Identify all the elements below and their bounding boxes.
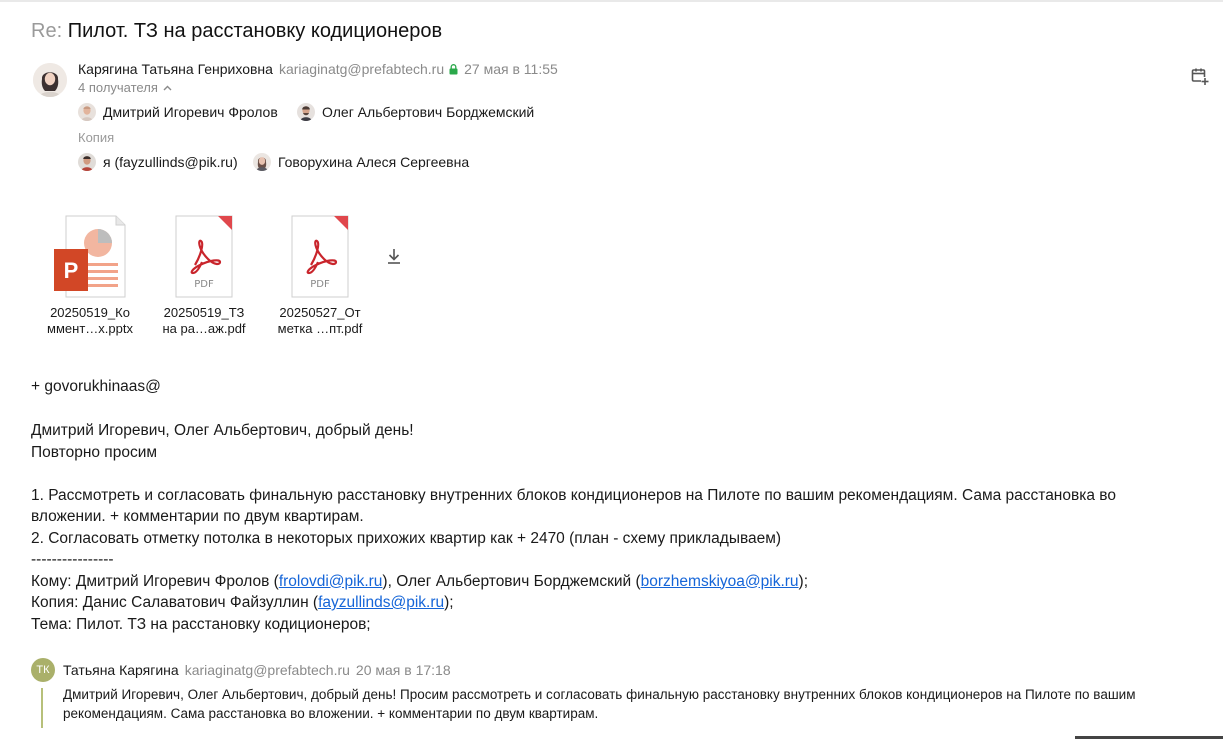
email-link-fayzullin[interactable]: fayzullinds@pik.ru bbox=[318, 594, 445, 611]
recipient-name: Говорухина Алеся Сергеевна bbox=[278, 154, 470, 170]
sent-date: 27 мая в 11:55 bbox=[464, 61, 558, 77]
sender-name[interactable]: Карягина Татьяна Генриховна bbox=[78, 61, 273, 77]
quote-sender-name[interactable]: Татьяна Карягина bbox=[63, 662, 179, 678]
quote-text: Дмитрий Игоревич, Олег Альбертович, добрый день! Просим рассмотреть и согласовать финальную расстановку внутренних блоков кондиционеров на Пилоте по вашим рекомендациям. Сама расстановка во вложении. + комментарии по двум квартирам. bbox=[63, 687, 1136, 721]
recipient-borzhemskiy[interactable] bbox=[297, 103, 534, 121]
chevron-up-icon bbox=[163, 79, 172, 95]
powerpoint-icon bbox=[54, 215, 126, 299]
top-divider bbox=[0, 0, 1223, 2]
recipient-name: Дмитрий Игоревич Фролов bbox=[103, 104, 278, 120]
download-all-icon[interactable] bbox=[385, 247, 403, 267]
quote-bar bbox=[41, 688, 43, 728]
subject-title: Пилот. ТЗ на расстановку кодиционеров bbox=[67, 20, 443, 42]
body-to-line: Кому: Дмитрий Игоревич Фролов (frolovdi@pik.ru), Олег Альбертович Борджемский (borzhemskiyoa@pik.ru); bbox=[31, 572, 809, 590]
pdf-icon bbox=[168, 215, 240, 299]
body-item2: 2. Согласовать отметку потолка в некоторых прихожих квартир как + 2470 (план - схему прикладываем) bbox=[31, 529, 782, 547]
attachment-pptx[interactable] bbox=[42, 215, 138, 337]
recipient-name: я (fayzullinds@pik.ru) bbox=[103, 154, 238, 170]
body-greeting: Дмитрий Игоревич, Олег Альбертович, добрый день! bbox=[31, 422, 414, 439]
recipient-name: Олег Альбертович Борджемский bbox=[322, 104, 535, 120]
attachment-filename: 20250527_От метка …пт.pdf bbox=[277, 305, 363, 336]
quote-header bbox=[63, 661, 451, 679]
add-to-calendar-icon[interactable] bbox=[1190, 66, 1210, 86]
pdf-icon bbox=[284, 215, 356, 299]
body-item1-line2: вложении. + комментарии по двум квартирам. bbox=[31, 508, 364, 525]
quote-avatar[interactable]: ТК bbox=[31, 658, 55, 682]
subject-prefix: Re: bbox=[31, 20, 63, 42]
body-repeat: Повторно просим bbox=[31, 443, 158, 461]
body-topic: Тема: Пилот. ТЗ на расстановку кодиционеров; bbox=[31, 615, 371, 633]
attachment-pdf-tz[interactable] bbox=[156, 215, 252, 337]
sender-avatar[interactable] bbox=[33, 63, 67, 97]
recipient-avatar bbox=[78, 103, 96, 121]
email-link-frolov[interactable]: frolovdi@pik.ru bbox=[278, 572, 383, 590]
sender-email[interactable]: kariaginatg@prefabtech.ru bbox=[278, 61, 445, 77]
lock-icon bbox=[449, 61, 458, 79]
quote-date: 20 мая в 17:18 bbox=[355, 662, 451, 678]
body-item1-line1: 1. Рассмотреть и согласовать финальную расстановку внутренних блоков кондиционеров на Пилоте по вашим рекомендациям. Сама расстановка во bbox=[31, 486, 1116, 504]
recipients-count: 4 получателя bbox=[78, 80, 158, 95]
attachment-filename: 20250519_ТЗ на ра…аж.pdf bbox=[162, 305, 246, 336]
recipients-toggle[interactable] bbox=[78, 79, 172, 96]
body-separator: ---------------- bbox=[31, 551, 114, 568]
recipient-avatar bbox=[78, 153, 96, 171]
copy-label: Копия bbox=[78, 130, 115, 145]
svg-text:PDF: PDF bbox=[310, 279, 330, 290]
recipient-avatar bbox=[253, 153, 271, 171]
recipient-avatar bbox=[297, 103, 315, 121]
body-cc-line: Копия: Данис Салаватович Файзуллин (fayzullinds@pik.ru); bbox=[31, 594, 454, 611]
message-subject bbox=[31, 19, 442, 43]
sender-line bbox=[78, 60, 558, 79]
email-link-borzhemskiy[interactable]: borzhemskiyoa@pik.ru bbox=[640, 572, 799, 590]
cc-govorukhina[interactable] bbox=[253, 153, 469, 171]
recipient-frolov[interactable] bbox=[78, 103, 278, 121]
attachment-pdf-otmetka[interactable] bbox=[272, 215, 368, 337]
attachment-filename: 20250519_Ко ммент…x.pptx bbox=[47, 305, 133, 336]
svg-text:P: P bbox=[63, 258, 79, 283]
body-plus-line: + govorukhinaas@ bbox=[31, 378, 161, 395]
cc-me[interactable] bbox=[78, 153, 238, 171]
quote-sender-email[interactable]: kariaginatg@prefabtech.ru bbox=[184, 662, 350, 678]
svg-text:PDF: PDF bbox=[194, 279, 214, 290]
